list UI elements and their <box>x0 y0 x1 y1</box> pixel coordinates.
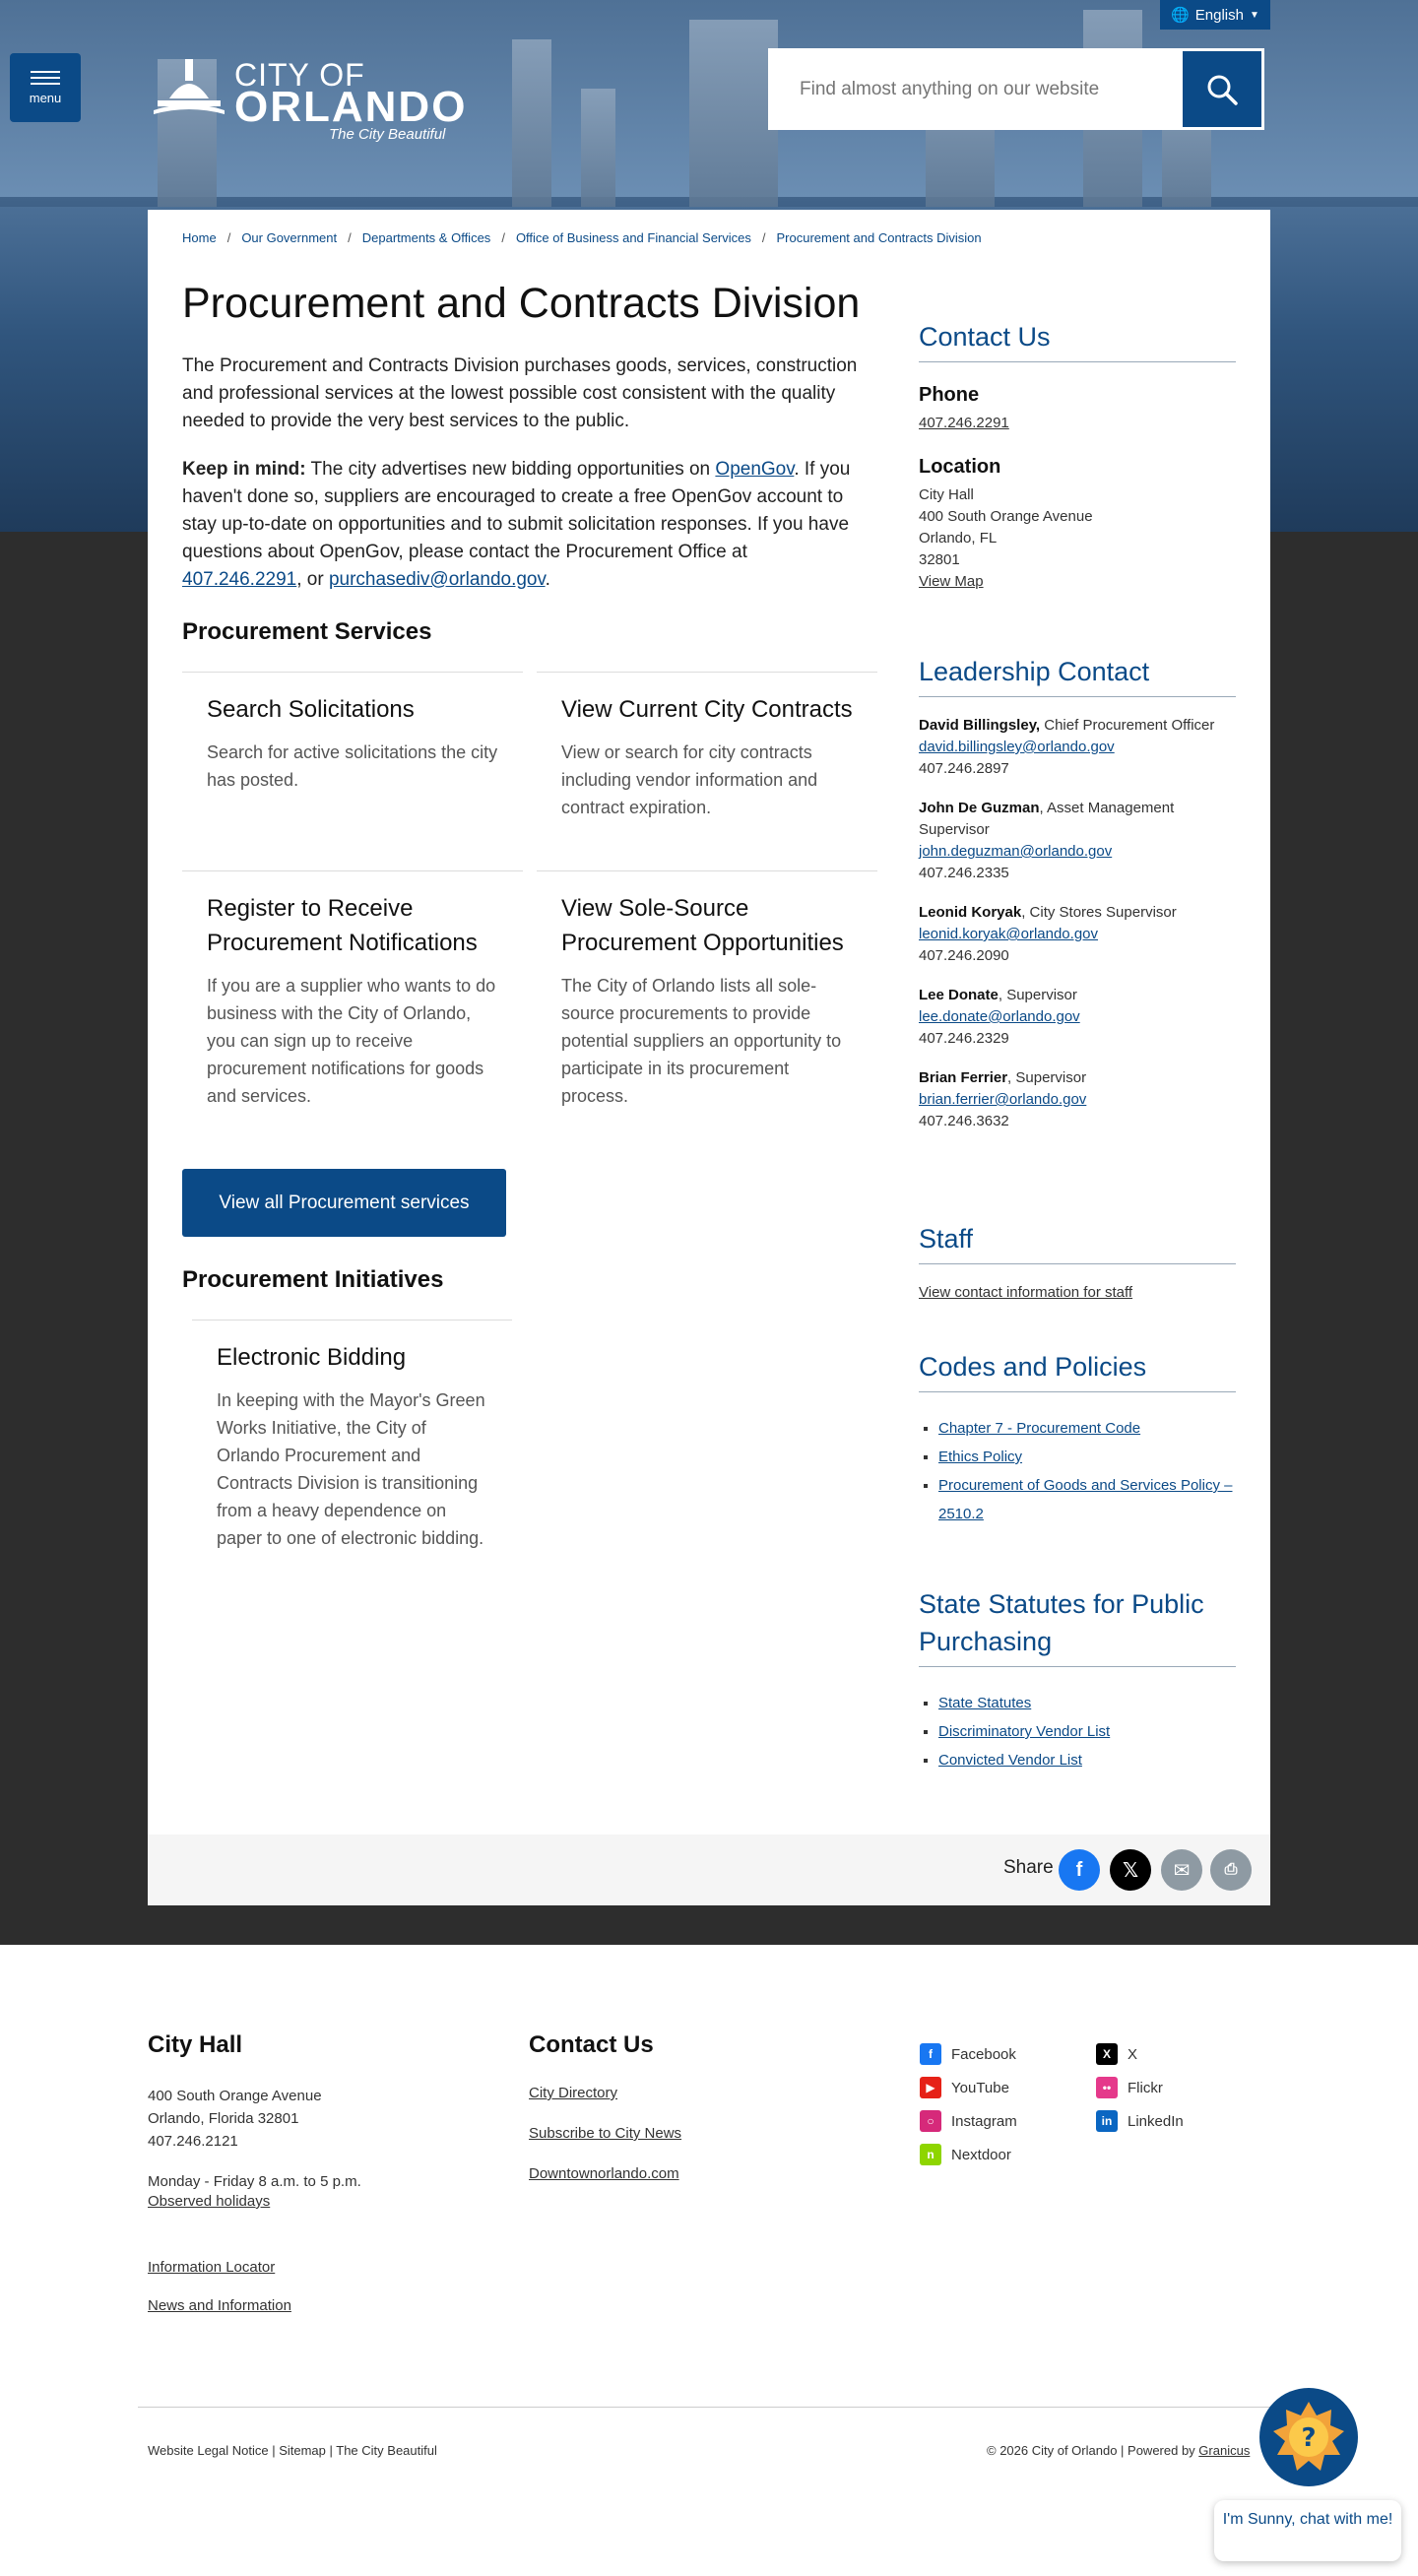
x-icon: 𝕏 <box>1122 1859 1139 1882</box>
breadcrumb-current[interactable]: Procurement and Contracts Division <box>776 230 982 245</box>
observed-holidays-link[interactable]: Observed holidays <box>148 2193 271 2210</box>
leader-email-link[interactable]: john.deguzman@orlando.gov <box>919 843 1113 860</box>
globe-icon: 🌐 <box>1171 7 1190 24</box>
nextdoor-icon: n <box>920 2144 941 2165</box>
leader-entry: Leonid Koryak, City Stores Supervisor leonid.koryak@orlando.gov 407.246.2090 <box>919 904 1177 964</box>
footer-contact: Contact Us City Directory Subscribe to City News Downtownorlando.com <box>529 2031 682 2182</box>
footer-city-hall: City Hall 400 South Orange Avenue Orlando, Florida 32801 407.246.2121 Monday - Friday 8 a.m. to 5 p.m. Observed holidays Information Locator News and Information <box>148 2031 361 2314</box>
flickr-link[interactable]: •• Flickr <box>1096 2077 1163 2098</box>
page-title: Procurement and Contracts Division <box>182 280 861 327</box>
city-directory-link[interactable]: City Directory <box>529 2085 618 2101</box>
tile-register-notifications[interactable]: Register to Receive Procurement Notifications If you are a supplier who wants to do business with the City of Orlando, you can sign up to receive procurement notifications for goods and services. <box>182 870 523 1127</box>
intro-paragraph: The Procurement and Contracts Division purchases goods, services, construction and professional services at the lowest possible cost consistent with the quality needed to provide the very best services to the public. <box>182 355 858 431</box>
leader-entry: Lee Donate, Supervisor lee.donate@orlando.gov 407.246.2329 <box>919 987 1080 1047</box>
staff-panel: Staff View contact information for staff <box>919 1220 1236 1304</box>
state-statutes-panel: State Statutes for Public Purchasing ▪ State Statutes ▪ Discriminatory Vendor List ▪ Convicted Vendor List <box>919 1585 1236 1774</box>
search-input[interactable] <box>768 48 1180 130</box>
youtube-link[interactable]: ▶ YouTube <box>920 2077 1009 2098</box>
menu-button[interactable]: menu <box>10 53 81 122</box>
purchasediv-email-link[interactable]: purchasediv@orlando.gov <box>328 569 546 590</box>
search-button[interactable] <box>1183 51 1261 127</box>
convicted-vendor-link[interactable]: Convicted Vendor List <box>938 1752 1082 1769</box>
nextdoor-link[interactable]: n Nextdoor <box>920 2144 1011 2165</box>
leader-entry: Brian Ferrier, Supervisor brian.ferrier@orlando.gov 407.246.3632 <box>919 1069 1087 1129</box>
information-locator-link[interactable]: Information Locator <box>148 2259 276 2276</box>
leadership-contact-panel: Leadership Contact David Billingsley, Chief Procurement Officer david.billingsley@orlando.gov 407.246.2897 John De Guzman, Asset Management Supervisor john.deguzman@orlando.gov 407.246.2335 Leonid Koryak, City Stores Supervisor leonid.koryak@orlando.gov 407.246.2090 Lee Donate, Supervisor lee.donate@orlando.gov 407.246.2329 Brian Ferrier, Supervisor brian.ferrier@orlando.gov 407.246.3632 <box>919 653 1236 1132</box>
staff-contact-link[interactable]: View contact information for staff <box>919 1284 1133 1301</box>
tile-view-current-contracts[interactable]: View Current City Contracts View or search for city contracts including vendor information and contract expiration. <box>537 672 877 870</box>
share-facebook-button[interactable] <box>1059 1849 1100 1891</box>
breadcrumb-office-business[interactable]: Office of Business and Financial Services <box>515 230 751 245</box>
leader-entry: John De Guzman, Asset Management Supervisor john.deguzman@orlando.gov 407.246.2335 <box>919 800 1175 881</box>
keep-in-mind-paragraph: Keep in mind: The city advertises new bidding opportunities on OpenGov. If you haven't done so, suppliers are encouraged to create a free OpenGov account to stay up-to-date on opportunities and to submit solicitation responses. If you have questions about OpenGov, please contact the Procurement Office at 407.246.2291, or purchasediv@orlando.gov. <box>182 459 851 590</box>
x-link[interactable]: X X <box>1096 2043 1137 2065</box>
site-search <box>768 48 1264 130</box>
leader-email-link[interactable]: david.billingsley@orlando.gov <box>919 739 1115 755</box>
facebook-icon: f <box>1075 1858 1083 1881</box>
printer-icon: ⎙ <box>1224 1861 1238 1878</box>
youtube-icon: ▶ <box>920 2077 941 2098</box>
view-map-link[interactable]: View Map <box>919 573 984 590</box>
opengov-link[interactable]: OpenGov <box>715 459 795 480</box>
facebook-link[interactable]: f Facebook <box>920 2043 1016 2065</box>
discriminatory-vendor-link[interactable]: Discriminatory Vendor List <box>938 1723 1111 1740</box>
footer-legal-links[interactable]: Website Legal Notice | Sitemap | The City Beautiful <box>148 2443 437 2458</box>
granicus-link[interactable]: Granicus <box>1198 2443 1251 2458</box>
share-email-button[interactable] <box>1161 1849 1202 1891</box>
footer-copyright: © 2026 City of Orlando | Powered by Granicus <box>987 2443 1251 2458</box>
caret-down-icon: ▼ <box>1249 9 1259 21</box>
tile-sole-source[interactable]: View Sole-Source Procurement Opportunities The City of Orlando lists all sole-source procurements to provide potential suppliers an opportunity to participate in its procurement process. <box>537 870 877 1127</box>
site-footer <box>0 1945 1418 2576</box>
sun-question-icon <box>1269 2398 1348 2477</box>
codes-policies-panel: Codes and Policies ▪ Chapter 7 - Procurement Code ▪ Ethics Policy ▪ Procurement of Goods and Services Policy – 2510.2 <box>919 1348 1236 1528</box>
leader-entry: David Billingsley, Chief Procurement Officer david.billingsley@orlando.gov 407.246.2897 <box>919 717 1215 777</box>
downtown-orlando-link[interactable]: Downtownorlando.com <box>529 2165 679 2182</box>
instagram-icon: ○ <box>920 2110 941 2132</box>
goods-services-policy-link[interactable]: Procurement of Goods and Services Policy – 2510.2 <box>938 1477 1233 1522</box>
breadcrumb-our-government[interactable]: Our Government <box>241 230 338 245</box>
tile-electronic-bidding[interactable]: Electronic Bidding In keeping with the Mayor's Green Works Initiative, the City of Orlando Procurement and Contracts Division is transitioning from a heavy dependence on paper to one of electronic bidding. <box>192 1320 512 1615</box>
contact-phone-link[interactable]: 407.246.2291 <box>919 415 1009 431</box>
share-x-button[interactable] <box>1110 1849 1151 1891</box>
envelope-icon: ✉ <box>1173 1859 1191 1882</box>
hamburger-icon <box>31 71 60 85</box>
state-statutes-link[interactable]: State Statutes <box>938 1695 1032 1711</box>
procurement-code-link[interactable]: Chapter 7 - Procurement Code <box>938 1420 1141 1437</box>
main-content <box>148 210 1270 1905</box>
ethics-policy-link[interactable]: Ethics Policy <box>938 1449 1023 1465</box>
contact-us-panel: Contact Us Phone 407.246.2291 Location City Hall 400 South Orange Avenue Orlando, FL 32801 View Map <box>919 318 1236 593</box>
site-logo[interactable]: CITY OF ORLANDO The City Beautiful <box>148 53 483 148</box>
search-icon <box>1204 72 1240 107</box>
breadcrumb: Home / Our Government / Departments & Offices / Office of Business and Financial Services / Procurement and Contracts Division <box>182 230 982 245</box>
linkedin-icon: in <box>1096 2110 1118 2132</box>
news-information-link[interactable]: News and Information <box>148 2297 291 2314</box>
instagram-link[interactable]: ○ Instagram <box>920 2110 1017 2132</box>
procurement-phone-link[interactable]: 407.246.2291 <box>182 569 297 590</box>
procurement-services-heading: Procurement Services <box>182 618 432 645</box>
x-icon: X <box>1096 2043 1118 2065</box>
share-bar: Share f 𝕏 ✉ ⎙ <box>148 1835 1270 1905</box>
language-selector[interactable]: 🌐 English ▼ <box>1160 0 1270 30</box>
svg-text:?: ? <box>1301 2423 1317 2453</box>
city-hall-dome-icon <box>148 59 230 124</box>
leader-email-link[interactable]: lee.donate@orlando.gov <box>919 1008 1080 1025</box>
subscribe-news-link[interactable]: Subscribe to City News <box>529 2125 682 2142</box>
facebook-icon: f <box>920 2043 941 2065</box>
chatbot-button[interactable] <box>1259 2388 1358 2486</box>
print-button[interactable] <box>1210 1849 1252 1891</box>
linkedin-link[interactable]: in LinkedIn <box>1096 2110 1184 2132</box>
leader-email-link[interactable]: brian.ferrier@orlando.gov <box>919 1091 1087 1108</box>
flickr-icon: •• <box>1096 2077 1118 2098</box>
breadcrumb-departments[interactable]: Departments & Offices <box>361 230 491 245</box>
view-all-services-button[interactable]: View all Procurement services <box>182 1169 506 1237</box>
breadcrumb-home[interactable]: Home <box>182 230 217 245</box>
procurement-initiatives-heading: Procurement Initiatives <box>182 1266 444 1293</box>
leader-email-link[interactable]: leonid.koryak@orlando.gov <box>919 926 1098 942</box>
tile-search-solicitations[interactable]: Search Solicitations Search for active solicitations the city has posted. <box>182 672 523 870</box>
chatbot-bubble[interactable]: I'm Sunny, chat with me! <box>1214 2500 1401 2561</box>
